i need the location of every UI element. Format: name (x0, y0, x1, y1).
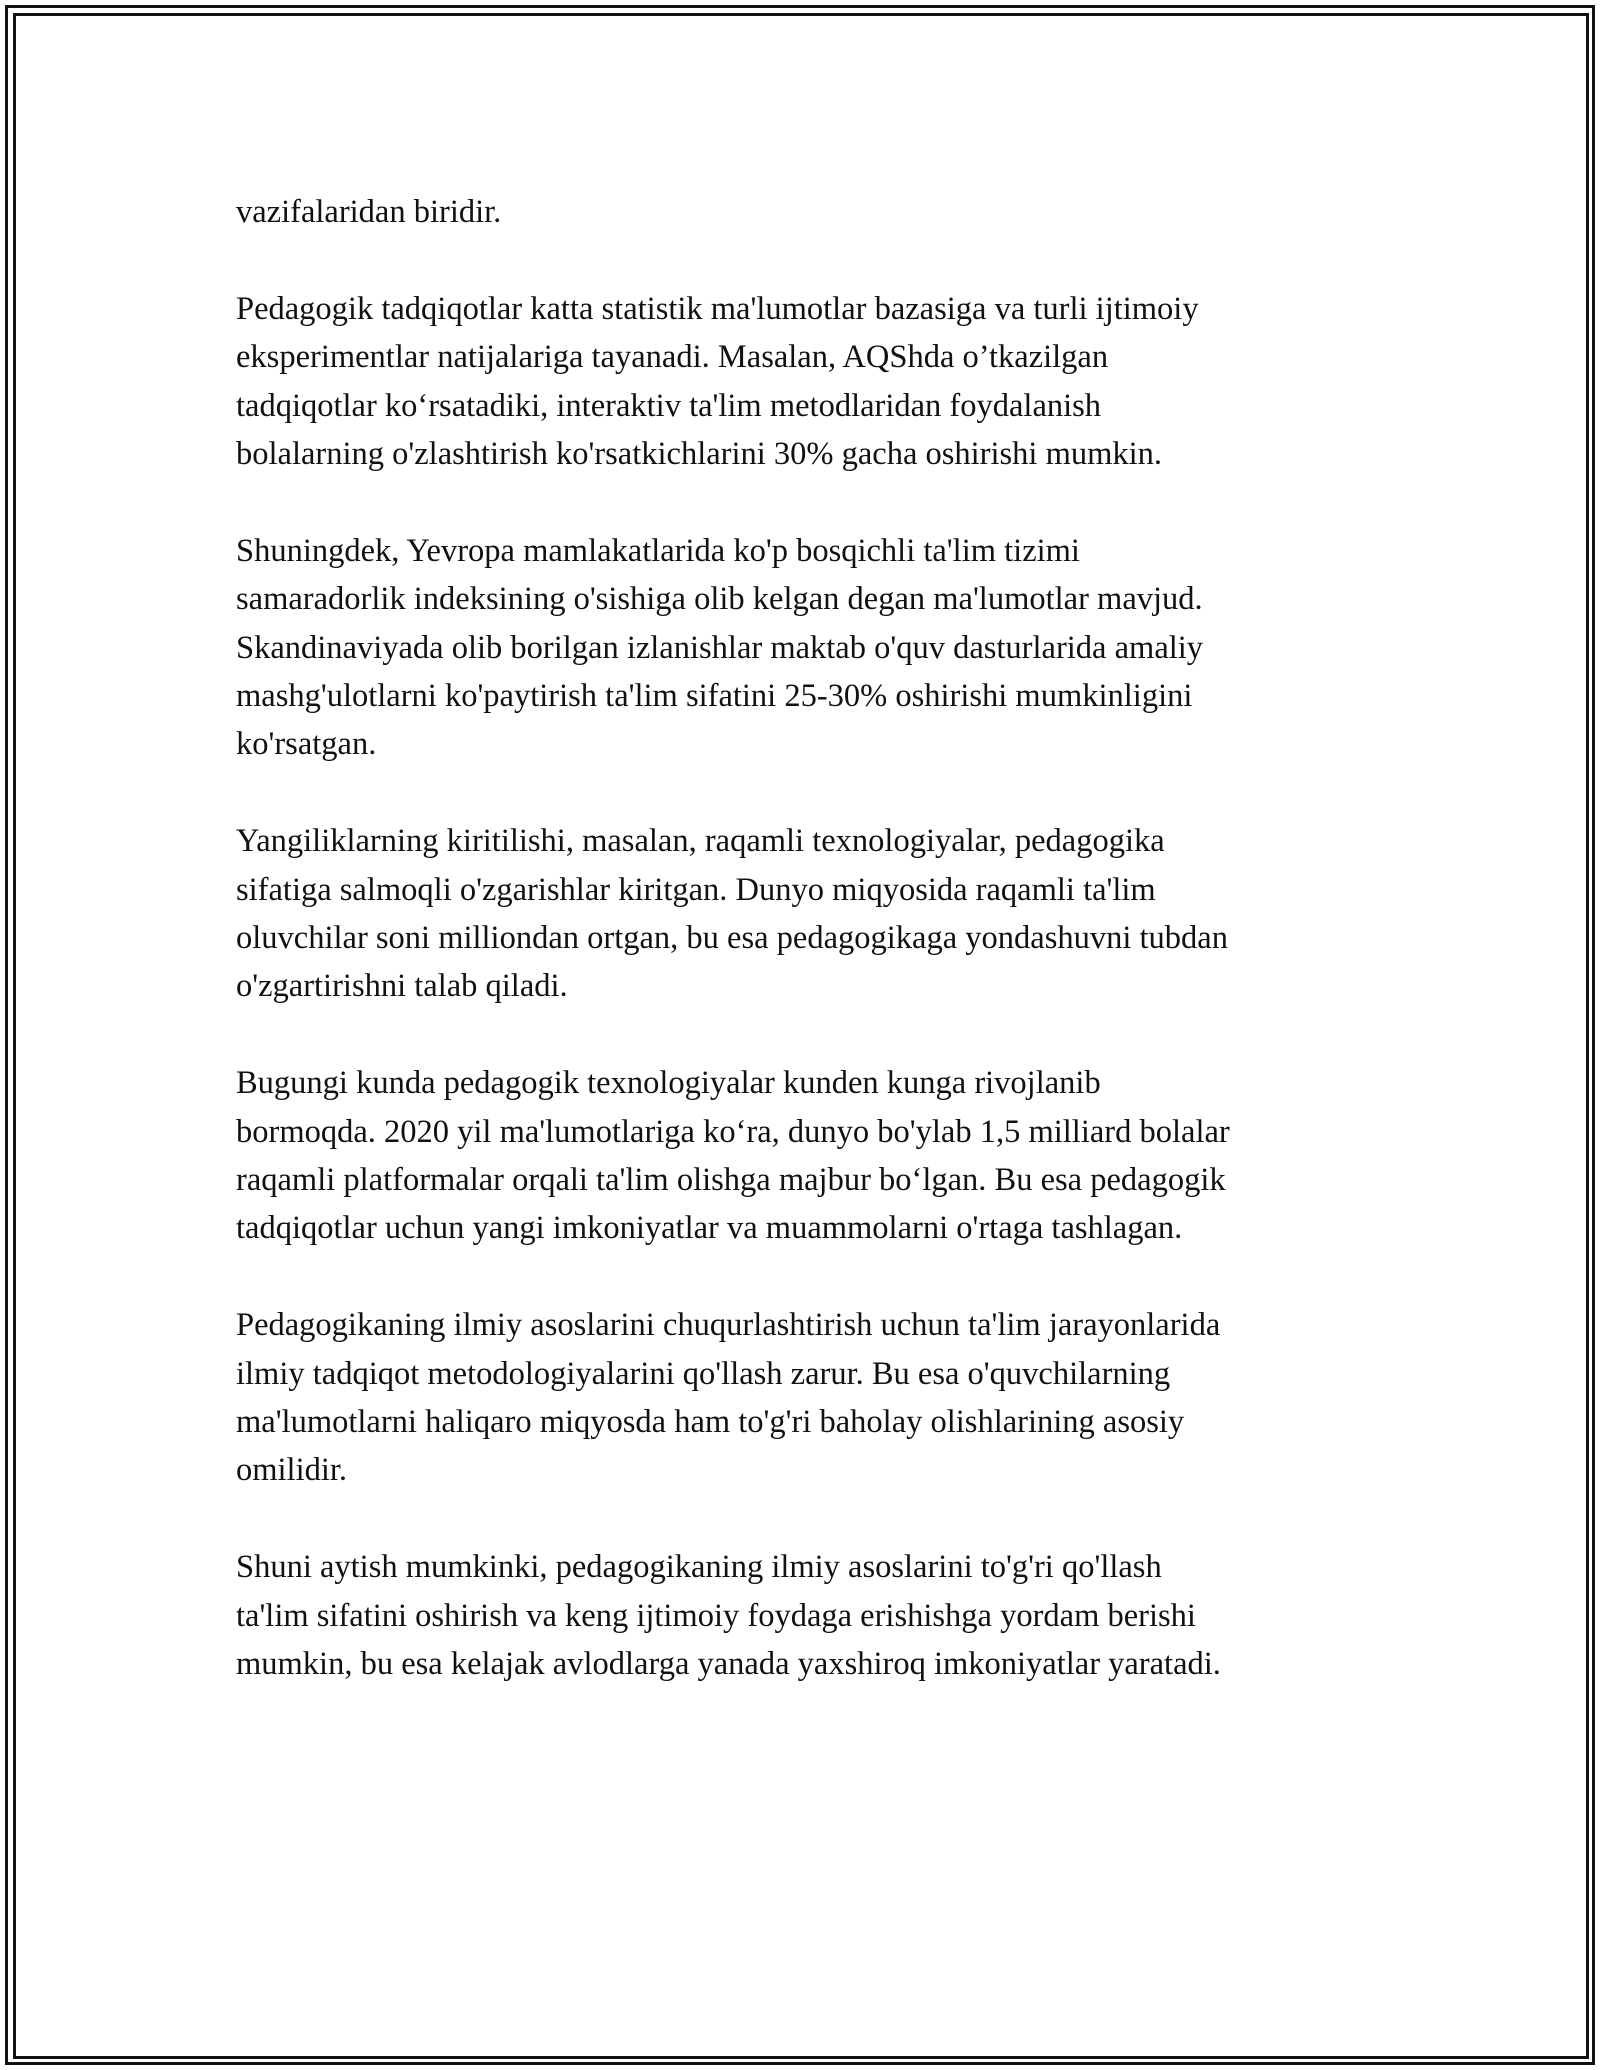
paragraph-7: Shuni aytish mumkinki, pedagogikaning ilmiy asoslarini to'g'ri qo'llash ta'lim sifatini oshirish va keng ijtimoiy foydaga erishishga yordam berishi mumkin, bu esa kelajak avlodlarga yanada yaxshiroq imkoniyatlar yaratadi. (236, 1549, 1221, 1683)
document-body (236, 188, 1386, 1737)
paragraph-3: Shuningdek, Yevropa mamlakatlarida ko'p bosqichli ta'lim tizimi samaradorlik indeksining o'sishiga olib kelgan degan ma'lumotlar mavjud. Skandinaviyada olib borilgan izlanishlar maktab o'quv dasturlarida amaliy mashg'ulotlarni ko'paytirish ta'lim sifatini 25-30% oshirishi mumkinligini ko'rsatgan. (236, 532, 1204, 763)
paragraph-1: vazifalaridan biridir. (236, 194, 502, 230)
paragraph-5: Bugungi kunda pedagogik texnologiyalar kunden kunga rivojlanib bormoqda. 2020 yil ma'lumotlariga ko‘ra, dunyo bo'ylab 1,5 milliard bolalar raqamli platformalar orqali ta'lim olishga majbur bo‘lgan. Bu esa pedagogik tadqiqotlar uchun yangi imkoniyatlar va muammolarni o'rtaga tashlagan. (236, 1065, 1230, 1247)
paragraph-4: Yangiliklarning kiritilishi, masalan, raqamli texnologiyalar, pedagogika sifatiga salmoqli o'zgarishlar kiritgan. Dunyo miqyosida raqamli ta'lim oluvchilar soni milliondan ortgan, bu esa pedagogikaga yondashuvni tubdan o'zgartirishni talab qiladi. (236, 823, 1228, 1005)
paragraph-6: Pedagogikaning ilmiy asoslarini chuqurlashtirish uchun ta'lim jarayonlarida ilmiy tadqiqot metodologiyalarini qo'llash zarur. Bu esa o'quvchilarning ma'lumotlarni haliqaro miqyosda ham to'g'ri baholay olishlarining asosiy omilidir. (236, 1307, 1221, 1489)
paragraph-2: Pedagogik tadqiqotlar katta statistik ma'lumotlar bazasiga va turli ijtimoiy eksperimentlar natijalariga tayanadi. Masalan, AQShda o’tkazilgan tadqiqotlar ko‘rsatadiki, interaktiv ta'lim metodlaridan foydalanish bolalarning o'zlashtirish ko'rsatkichlarini 30% gacha oshirishi mumkin. (236, 290, 1199, 473)
